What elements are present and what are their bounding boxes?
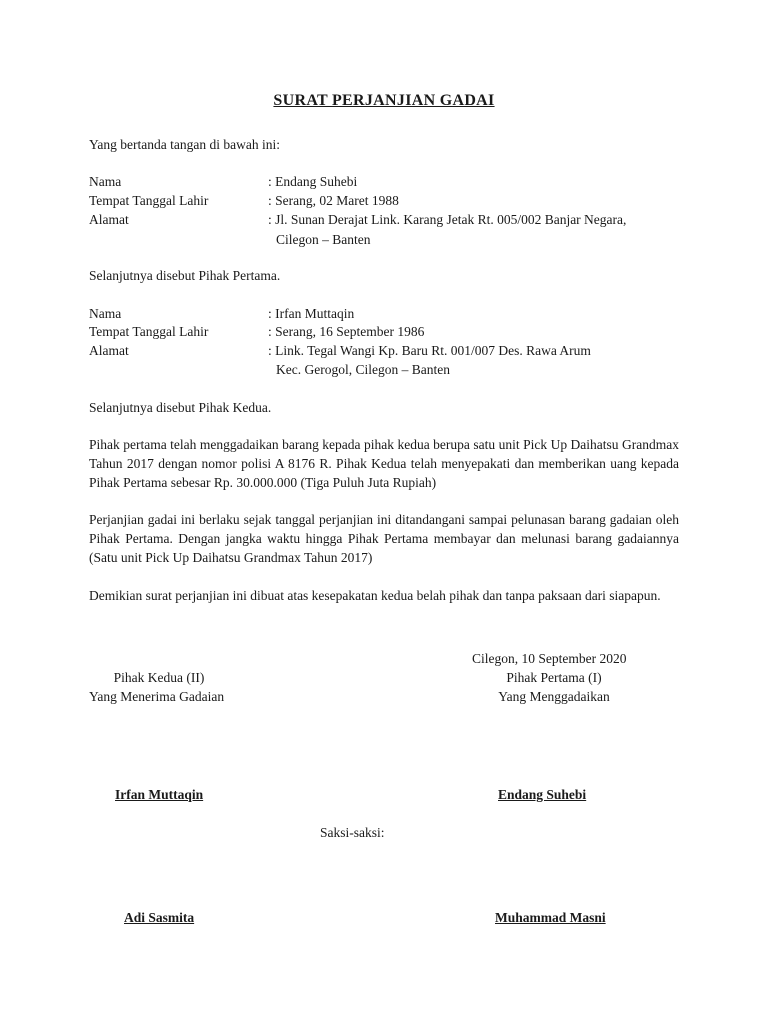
party1-name-value: : Endang Suhebi: [268, 174, 358, 189]
left-desc: Yang Menerima Gadaian: [89, 689, 225, 704]
right-desc: Yang Menggadaikan: [498, 689, 610, 704]
right-role: Pihak Pertama (I): [506, 670, 602, 685]
party2-designation: Selanjutnya disebut Pihak Kedua.: [89, 400, 272, 415]
party2-address-line1: : Link. Tegal Wangi Kp. Baru Rt. 001/007 Des. Rawa Arum: [268, 343, 591, 358]
document-title: SURAT PERJANJIAN GADAI: [273, 92, 495, 109]
party1-birth-value: : Serang, 02 Maret 1988: [268, 193, 399, 208]
witness-label: Saksi-saksi:: [320, 825, 385, 840]
party2-address-label: Alamat: [89, 343, 129, 358]
witness-right-name: Muhammad Masni: [495, 910, 606, 925]
party1-name-label: Nama: [89, 174, 122, 189]
party1-address-line1: : Jl. Sunan Derajat Link. Karang Jetak Rt. 005/002 Banjar Negara,: [268, 212, 627, 227]
paragraph-pledge: Pihak pertama telah menggadaikan barang kepada pihak kedua berupa satu unit Pick Up Daihatsu Grandmax Tahun 2017 dengan nomor polisi A 8176 R. Pihak Kedua telah menyepakati dan memberikan uang kepada Pihak Pertama sebesar Rp. 30.000.000 (Tiga Puluh Juta Rupiah): [89, 437, 679, 490]
right-signatory-name: Endang Suhebi: [498, 787, 587, 802]
place-date: Cilegon, 10 September 2020: [472, 651, 627, 666]
party2-name-value: : Irfan Muttaqin: [268, 306, 355, 321]
party2-birth-value: : Serang, 16 September 1986: [268, 324, 425, 339]
party2-birth-label: Tempat Tanggal Lahir: [89, 324, 209, 339]
party1-designation: Selanjutnya disebut Pihak Pertama.: [89, 268, 281, 283]
left-role: Pihak Kedua (II): [113, 670, 205, 685]
party1-address-label: Alamat: [89, 212, 129, 227]
witness-left-name: Adi Sasmita: [124, 910, 195, 925]
party1-birth-label: Tempat Tanggal Lahir: [89, 193, 209, 208]
party2-address-line2: Kec. Gerogol, Cilegon – Banten: [276, 362, 450, 377]
left-signatory-name: Irfan Muttaqin: [115, 787, 204, 802]
intro-text: Yang bertanda tangan di bawah ini:: [89, 137, 280, 152]
party1-address-line2: Cilegon – Banten: [276, 232, 371, 247]
paragraph-closing: Demikian surat perjanjian ini dibuat atas kesepakatan kedua belah pihak dan tanpa paksaan dari siapapun.: [89, 588, 661, 603]
paragraph-term: Perjanjian gadai ini berlaku sejak tanggal perjanjian ini ditandangani sampai pelunasan barang gadaian oleh Pihak Pertama. Dengan jangka waktu hingga Pihak Pertama membayar dan melunasi barang gadaiannya (Satu unit Pick Up Daihatsu Grandmax Tahun 2017): [89, 512, 679, 565]
party2-name-label: Nama: [89, 306, 122, 321]
